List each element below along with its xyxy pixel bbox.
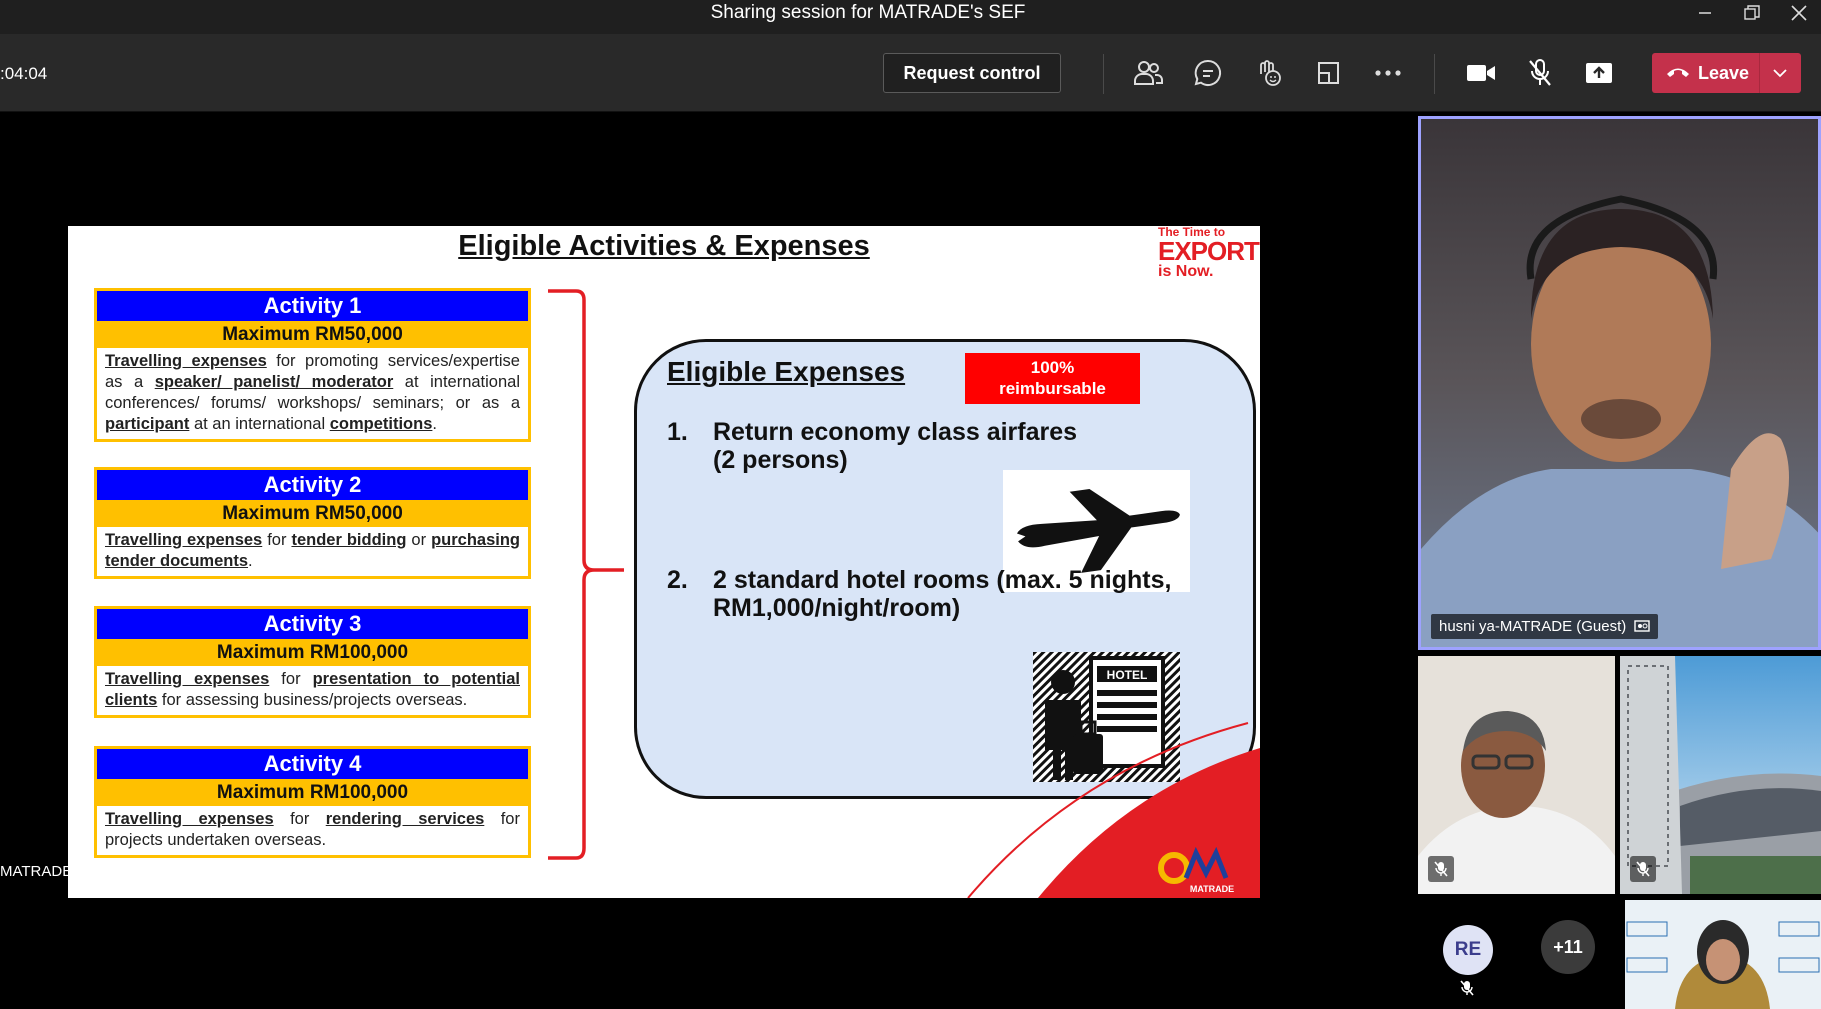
chevron-down-icon[interactable]	[1772, 68, 1788, 78]
participant-name: husni ya-MATRADE (Guest)	[1439, 618, 1627, 635]
underlined-term: presentation to potential clients	[105, 670, 520, 709]
export-logo-line2: EXPORT	[1158, 236, 1259, 266]
request-control-button[interactable]: Request control	[883, 53, 1061, 93]
description-text: at an international	[189, 415, 330, 433]
room-view-icon[interactable]	[1310, 56, 1346, 90]
camera-icon[interactable]	[1463, 56, 1499, 90]
more-participants-button[interactable]: +11	[1541, 920, 1595, 974]
window-titlebar	[0, 0, 1821, 34]
description-text: for assessing business/projects overseas.	[157, 691, 468, 709]
underlined-term: competitions	[329, 415, 433, 433]
participant-video-tile[interactable]	[1418, 656, 1615, 894]
activity-description	[97, 666, 528, 715]
description-text: .	[432, 415, 437, 433]
underlined-term: tender bidding	[291, 531, 407, 549]
reimbursable-badge	[965, 353, 1140, 404]
expense-line2: (2 persons)	[713, 446, 848, 474]
participant-video-tile[interactable]	[1620, 656, 1821, 894]
activity-maximum: Maximum RM50,000	[97, 321, 528, 348]
underlined-term: Travelling expenses	[105, 531, 263, 549]
activity-maximum: Maximum RM50,000	[97, 500, 528, 527]
screen-share-indicator-icon	[1634, 620, 1650, 634]
activity-card	[94, 746, 531, 858]
participant-video-frame	[1625, 900, 1821, 1009]
activity-heading: Activity 2	[97, 470, 528, 500]
toolbar-divider	[1434, 54, 1435, 94]
close-icon[interactable]	[1777, 0, 1821, 26]
participant-name-tag	[1431, 614, 1658, 639]
underlined-term: purchasing tender documents	[105, 531, 520, 570]
leave-label: Leave	[1698, 63, 1750, 83]
muted-mic-icon	[1630, 856, 1656, 882]
underlined-term: rendering services	[325, 810, 485, 828]
activity-description	[97, 348, 528, 439]
matrade-brand: MATRADE	[1189, 884, 1235, 894]
activity-description	[97, 527, 528, 576]
microphone-off-icon[interactable]	[1522, 56, 1558, 90]
export-logo-line3: is Now.	[1158, 263, 1214, 280]
expense-line2: RM1,000/night/room)	[713, 594, 961, 622]
participant-video-tile[interactable]	[1625, 900, 1821, 1009]
activity-heading: Activity 3	[97, 609, 528, 639]
meeting-timer: :04:04	[0, 64, 48, 83]
badge-line2: reimbursable	[999, 379, 1106, 398]
presenter-name: MATRADE (Guest)	[0, 863, 127, 880]
leave-divider	[1759, 53, 1760, 93]
chat-icon[interactable]	[1190, 56, 1226, 90]
share-screen-icon[interactable]	[1581, 56, 1617, 90]
expense-item	[667, 564, 1260, 630]
description-text: for promoting services/expertise as a	[105, 352, 520, 391]
expense-number: 2.	[667, 566, 688, 594]
underlined-term: Travelling expenses	[105, 810, 274, 828]
slide-title: Eligible Activities & Expenses	[458, 230, 870, 262]
minimize-icon[interactable]	[1683, 0, 1727, 26]
expense-number: 1.	[667, 418, 688, 446]
export-logo	[1158, 226, 1259, 280]
export-logo-line1: The Time to	[1158, 226, 1226, 239]
activity-heading: Activity 1	[97, 291, 528, 321]
activity-card	[94, 606, 531, 718]
muted-mic-icon	[1460, 980, 1474, 1001]
underlined-term: Travelling expenses	[105, 352, 267, 370]
expense-line1: Return economy class airfares	[713, 418, 1078, 446]
underlined-term: speaker/ panelist/ moderator	[154, 373, 394, 391]
muted-mic-icon	[1428, 856, 1454, 882]
description-text: at international conferences/ forums/ workshops/ seminars; or as a	[105, 373, 520, 412]
activity-card	[94, 467, 531, 579]
reactions-icon[interactable]	[1250, 56, 1286, 90]
participant-video-frame	[1421, 119, 1821, 650]
toolbar-divider	[1103, 54, 1104, 94]
expense-line1: 2 standard hotel rooms (max. 5 nights,	[713, 566, 1172, 594]
description-text: or	[406, 531, 432, 549]
restore-icon[interactable]	[1730, 0, 1774, 26]
activity-maximum: Maximum RM100,000	[97, 639, 528, 666]
description-text: for	[262, 531, 292, 549]
description-text: .	[248, 552, 253, 570]
meeting-toolbar	[0, 34, 1821, 112]
window-title: Sharing session for MATRADE's SEF	[710, 2, 1026, 23]
red-brace	[546, 288, 626, 863]
underlined-term: Travelling expenses	[105, 670, 270, 688]
activity-description	[97, 806, 528, 855]
hotel-sign: HOTEL	[1106, 668, 1148, 682]
matrade-corner-graphic	[928, 718, 1260, 898]
description-text: for	[273, 810, 326, 828]
more-options-icon[interactable]	[1370, 56, 1406, 90]
participant-video-main[interactable]	[1418, 116, 1821, 650]
avatar[interactable]: RE	[1443, 925, 1493, 975]
activity-maximum: Maximum RM100,000	[97, 779, 528, 806]
badge-line1: 100%	[1030, 358, 1075, 377]
activity-card	[94, 288, 531, 442]
leave-button[interactable]	[1652, 53, 1801, 93]
phone-hangup-icon	[1665, 65, 1691, 79]
presentation-slide	[68, 226, 1260, 898]
activity-heading: Activity 4	[97, 749, 528, 779]
underlined-term: participant	[105, 415, 190, 433]
participants-icon[interactable]	[1130, 56, 1166, 90]
description-text: for	[269, 670, 313, 688]
eligible-expenses-title: Eligible Expenses	[667, 356, 906, 387]
description-text: for projects undertaken overseas.	[105, 810, 520, 849]
